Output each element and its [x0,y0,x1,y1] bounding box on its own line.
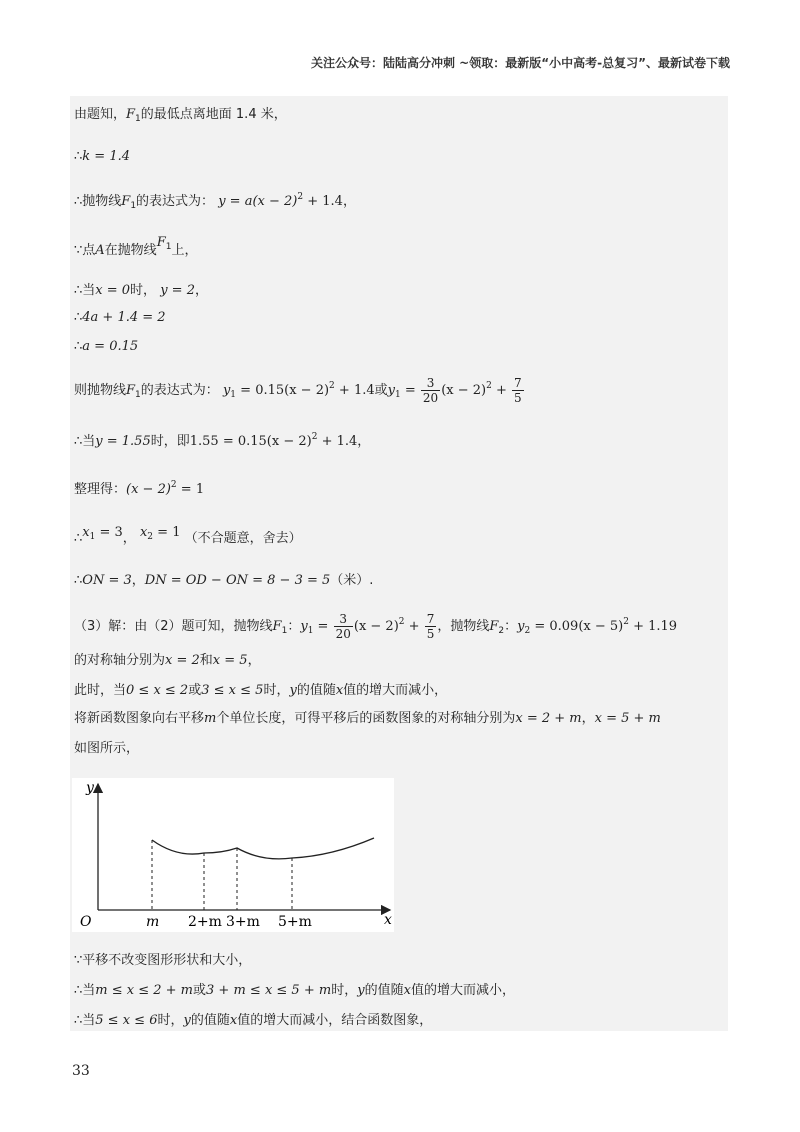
equation: = 3 [95,525,123,540]
math-var: y [357,983,365,998]
math-var: F [156,235,166,250]
line-10 [74,476,204,499]
equation: y = 1.55 [95,434,151,449]
equation: y [387,383,395,398]
superscript: 2 [623,617,629,627]
equation: m ≤ x ≤ 2 + m [95,983,194,998]
subscript: 2 [147,532,154,542]
subscript: 1 [307,626,314,636]
equation: y [517,619,525,634]
equation: 5 ≤ x ≤ 6 [95,1013,158,1028]
numerator: 3 [421,376,440,391]
line-5 [74,282,208,300]
numerator: 7 [426,612,435,626]
text: ， [194,283,208,298]
tick-label-2m: 2+m [188,914,222,930]
line-4 [74,235,198,264]
y-axis-label: y [86,780,94,796]
therefore-symbol: ∴ [74,573,83,588]
text: 的最低点离地面 1.4 米， [140,107,287,122]
line-9 [74,428,370,451]
equation: k = 1.4 [82,149,130,164]
equation: x = 2 + m [515,711,582,726]
line-7 [74,338,138,356]
subscript: 1 [281,626,288,636]
line-17 [74,740,139,758]
subscript: 1 [395,390,401,400]
text: 或 [188,683,202,698]
equation: y = a(x − 2) [218,194,298,209]
origin-label: O [80,914,92,930]
subscript: 1 [135,390,141,400]
equation: = 1 [176,482,205,497]
equation: + [404,619,424,634]
fraction [421,376,440,405]
text: 的表达式为： [140,383,219,398]
text: ， [581,711,595,726]
line-14 [74,652,261,670]
math-var: x [403,983,411,998]
text: 时， [263,683,290,698]
function-curve [152,838,374,859]
line-6 [74,309,166,327]
text: 将新函数图象向右平移 [74,711,205,726]
denominator: 20 [422,391,439,405]
math-var: x [335,683,344,698]
fraction [334,612,353,641]
therefore-symbol: ∴ [74,339,83,354]
fraction [512,376,524,405]
therefore-symbol: ∴ [74,149,83,164]
line-11 [74,525,302,552]
superscript: 2 [486,381,492,391]
text: 时， [157,1013,184,1028]
equation: + 1.19 [628,619,678,634]
equation: (x − 2) [353,619,399,634]
tick-label-3m: 3+m [226,914,260,930]
superscript: 2 [398,617,405,627]
text: 时， [130,283,157,298]
text: 的值随 [364,983,404,998]
text: 值的增大而减小， [410,983,515,998]
math-var: F [121,194,131,209]
denominator: 5 [426,627,435,641]
text: ∴当 [74,434,96,449]
text: 整理得： [74,482,127,497]
line-8 [74,376,525,405]
equation: x = 5 [212,653,248,668]
text: 在抛物线 [104,243,157,258]
math-var: y [183,1013,191,1028]
equation: = 0.09(x − 5) [530,619,624,634]
text: 值的增大而减小， [343,683,448,698]
equation: = [313,619,333,634]
equation: x = 0 [95,283,131,298]
equation: = [400,383,420,398]
text: 的值随 [190,1013,230,1028]
text: ， [357,434,371,449]
text: 或 [374,383,388,398]
text: 的表达式为： [136,194,215,209]
text: 个单位长度，可得平移后的函数图象的对称轴分别为 [216,711,516,726]
text: ∵平移不改变图形形状和大小， [74,953,252,968]
text: ∴当 [74,283,96,298]
line-2 [74,148,130,166]
subscript: 2 [498,626,505,636]
equation: + 1.4 [303,194,343,209]
therefore-symbol: ∴ [74,531,83,546]
equation: x = 5 + m [594,711,661,726]
text: ， [131,573,145,588]
text: 的对称轴分别为 [74,653,166,668]
text: 或 [193,983,207,998]
text: ∴当 [74,983,96,998]
equation: 1.55 = 0.15(x − 2) [189,434,312,449]
equation: x [139,525,148,540]
graph-svg [72,778,394,932]
line-18 [74,952,251,970]
text: 时， [331,983,358,998]
line-13 [74,612,677,641]
therefore-symbol: ∴ [74,310,83,325]
equation: 3 + m ≤ x ≤ 5 + m [206,983,332,998]
line-16 [74,710,661,728]
text: 此时，当 [74,683,127,698]
tick-label-5m: 5+m [278,914,312,930]
equation: a = 0.15 [82,339,139,354]
text: 和 [199,653,213,668]
numerator: 3 [334,612,353,627]
math-var: F [272,619,282,634]
equation: y = 2 [160,283,195,298]
text: ， [247,653,261,668]
text: 时，即 [150,434,190,449]
shifted-parabola-graph [72,778,394,932]
text: ∴当 [74,1013,96,1028]
equation: DN = OD − ON = 8 − 3 = 5 [144,573,331,588]
equation: + 1.4 [334,383,375,398]
solution-content [70,96,728,1031]
text: ： [287,619,301,634]
line-1 [74,106,287,128]
text: （米）. [330,573,374,588]
equation: = 1 [153,525,181,540]
tick-label-m: m [146,914,160,930]
line-3 [74,188,356,215]
subscript: 1 [89,532,96,542]
note: （不合题意，舍去） [184,531,302,546]
page-header: 关注公众号：陆陆高分冲刺 ~领取：最新版“小中高考-总复习”、最新试卷下载 [311,56,730,70]
superscript: 2 [297,192,304,202]
equation: x = 2 [165,653,200,668]
page-number: 33 [72,1063,90,1079]
equation: (x − 2) [441,383,487,398]
subscript: 1 [130,201,137,211]
text: 值的增大而减小，结合函数图象， [237,1013,433,1028]
equation: 3 ≤ x ≤ 5 [201,683,264,698]
line-20 [74,1012,432,1030]
math-var: F [126,107,136,122]
equation: 0 ≤ x ≤ 2 [126,683,189,698]
line-15 [74,682,447,700]
subscript: 1 [165,242,172,252]
subscript: 2 [524,626,531,636]
numerator: 7 [514,376,522,390]
superscript: 2 [329,381,335,391]
fraction [425,612,437,641]
math-var: y [289,683,297,698]
equation: (x − 2) [126,482,171,497]
text: ∴抛物线 [74,194,122,209]
subscript: 1 [135,114,141,124]
denominator: 5 [514,391,522,405]
equation: x [82,525,90,540]
line-12 [74,572,373,590]
equation: = 0.15(x − 2) [236,383,330,398]
math-var: F [489,619,499,634]
x-axis-label: x [384,912,392,928]
equation: y [300,619,308,634]
equation: + [491,383,511,398]
denominator: 20 [335,627,351,641]
equation: 4a + 1.4 = 2 [82,310,166,325]
text: 的值随 [296,683,336,698]
superscript: 2 [311,432,318,442]
text: 如图所示， [74,741,140,756]
text: ： [504,619,518,634]
math-var: m [204,711,217,726]
text: （3）解：由（2）题可知，抛物线 [74,619,273,634]
text: ， [122,531,136,546]
equation: + 1.4 [317,434,358,449]
math-var: A [95,243,105,258]
equation: y [222,383,231,398]
math-var: x [229,1013,238,1028]
math-var: F [126,383,136,398]
subscript: 1 [230,390,237,400]
text: 则抛物线 [74,383,127,398]
superscript: 2 [170,480,177,490]
text: 由题知， [74,107,127,122]
text: ，抛物线 [437,619,490,634]
equation: ON = 3 [82,573,132,588]
text: 上， [171,243,198,258]
text: ， [342,194,356,209]
text: ∵点 [74,243,96,258]
line-19 [74,982,515,1000]
